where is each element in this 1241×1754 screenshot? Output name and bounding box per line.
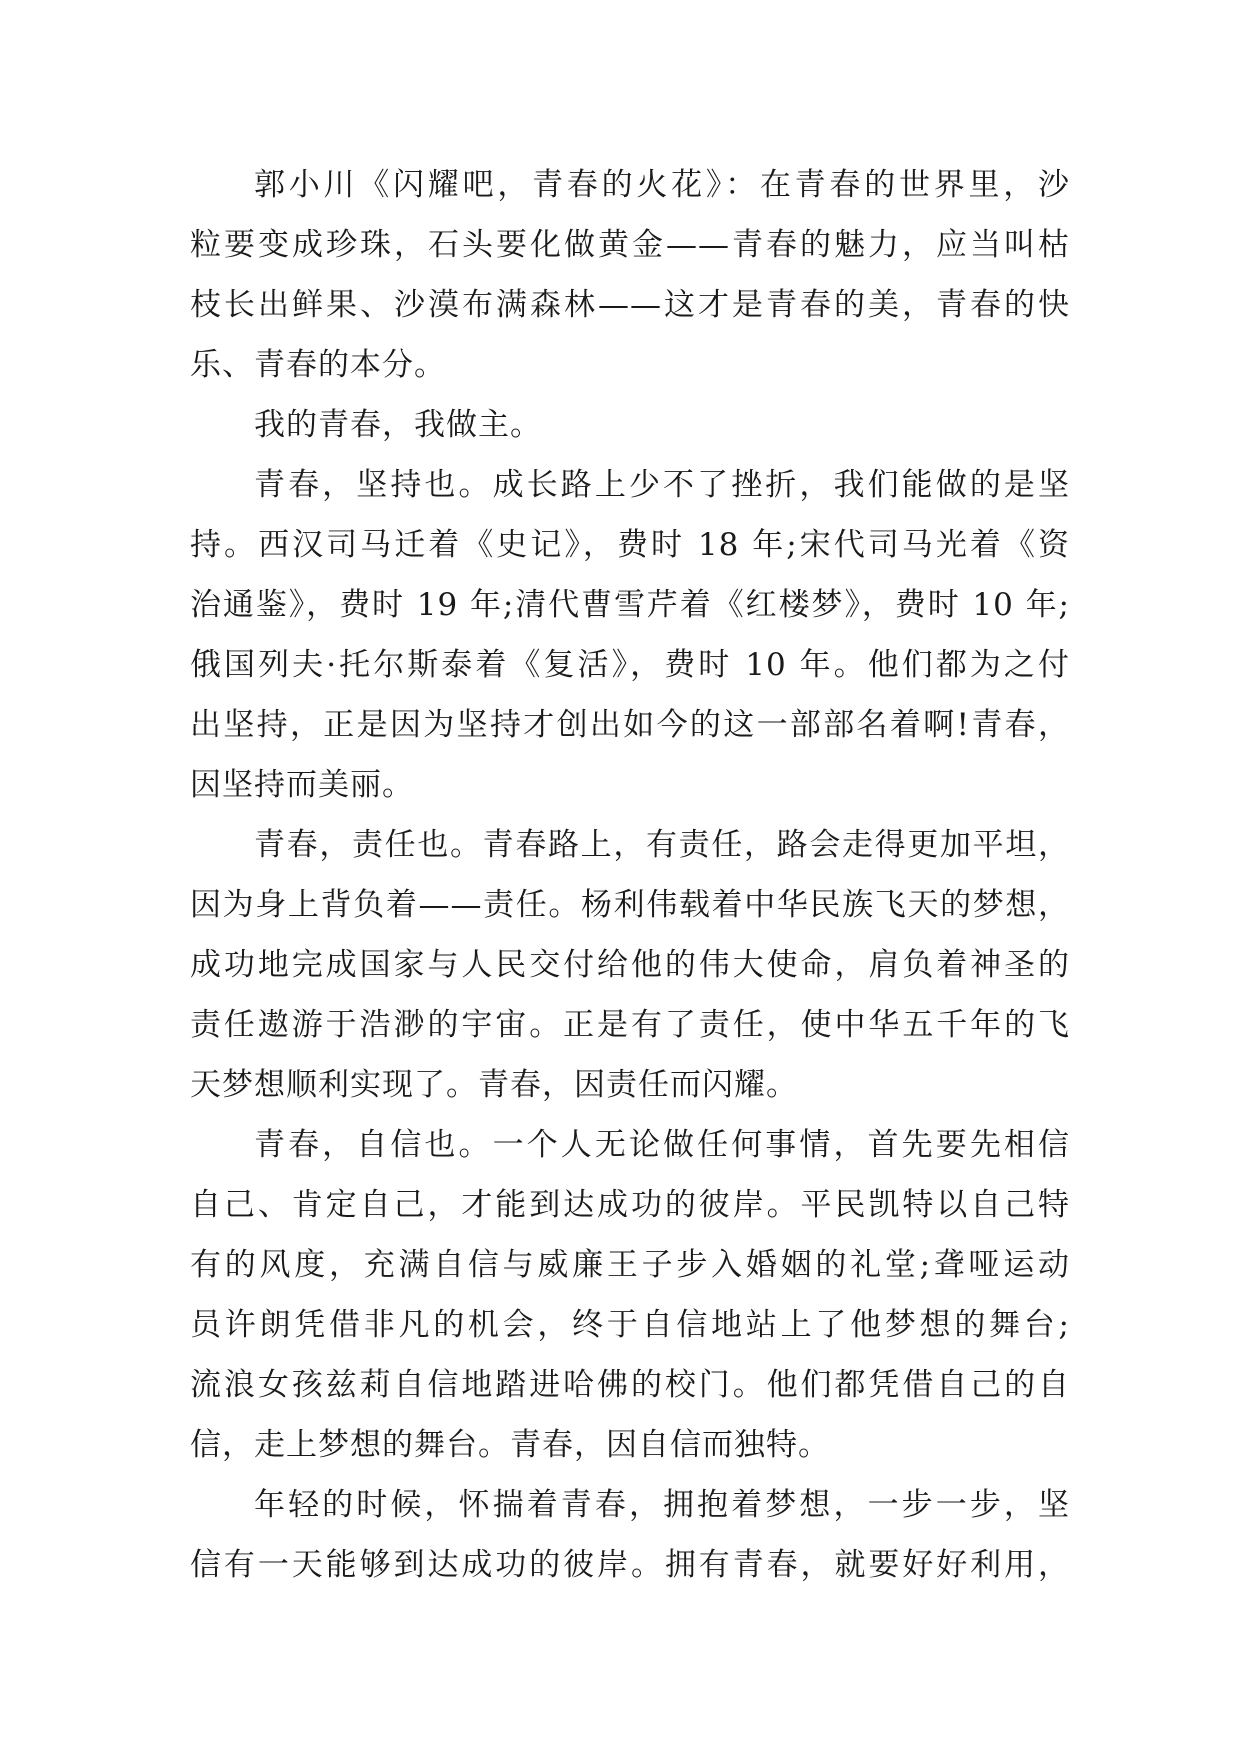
paragraph-2	[190, 395, 1070, 455]
text-line: 自己、肯定自己，才能到达成功的彼岸。平民凯特以自己特	[190, 1187, 1070, 1223]
text-line: 粒要变成珍珠，石头要化做黄金——青春的魅力，应当叫枯	[190, 227, 1070, 263]
text-line: 乐、青春的本分。	[190, 347, 446, 383]
text-line: 有的风度，充满自信与威廉王子步入婚姻的礼堂;聋哑运动	[190, 1247, 1070, 1283]
paragraph-5	[190, 1115, 1070, 1475]
text-line: 持。西汉司马迁着《史记》，费时 18 年;宋代司马光着《资	[190, 527, 1070, 563]
text-line: 枝长出鲜果、沙漠布满森林——这才是青春的美，青春的快	[190, 287, 1070, 323]
text-line: 郭小川《闪耀吧，青春的火花》：在青春的世界里，沙	[254, 167, 1070, 203]
text-line: 我的青春，我做主。	[254, 407, 542, 443]
text-line: 流浪女孩兹莉自信地踏进哈佛的校门。他们都凭借自己的自	[190, 1367, 1070, 1403]
text-line: 青春，坚持也。成长路上少不了挫折，我们能做的是坚	[254, 467, 1070, 503]
text-line: 年轻的时候，怀揣着青春，拥抱着梦想，一步一步，坚	[254, 1487, 1070, 1523]
text-line: 员许朗凭借非凡的机会，终于自信地站上了他梦想的舞台;	[190, 1307, 1070, 1343]
paragraph-1	[190, 155, 1070, 395]
text-line: 出坚持，正是因为坚持才创出如今的这一部部名着啊!青春，	[190, 707, 1070, 743]
text-line: 责任遨游于浩渺的宇宙。正是有了责任，使中华五千年的飞	[190, 1007, 1070, 1043]
text-line: 信有一天能够到达成功的彼岸。拥有青春，就要好好利用，	[190, 1547, 1070, 1583]
text-line: 信，走上梦想的舞台。青春，因自信而独特。	[190, 1427, 830, 1463]
text-line: 俄国列夫·托尔斯泰着《复活》，费时 10 年。他们都为之付	[190, 647, 1070, 683]
paragraph-6	[190, 1475, 1070, 1595]
text-line: 因坚持而美丽。	[190, 767, 414, 803]
text-line: 青春，自信也。一个人无论做任何事情，首先要先相信	[254, 1127, 1070, 1163]
text-line: 成功地完成国家与人民交付给他的伟大使命，肩负着神圣的	[190, 947, 1070, 983]
text-line: 治通鉴》，费时 19 年;清代曹雪芹着《红楼梦》，费时 10 年;	[190, 587, 1070, 623]
paragraph-4	[190, 815, 1070, 1115]
document-page	[190, 155, 1070, 1595]
text-line: 青春，责任也。青春路上，有责任，路会走得更加平坦，	[254, 827, 1070, 863]
paragraph-3	[190, 455, 1070, 815]
text-line: 因为身上背负着——责任。杨利伟载着中华民族飞天的梦想，	[190, 887, 1070, 923]
text-line: 天梦想顺利实现了。青春，因责任而闪耀。	[190, 1067, 798, 1103]
